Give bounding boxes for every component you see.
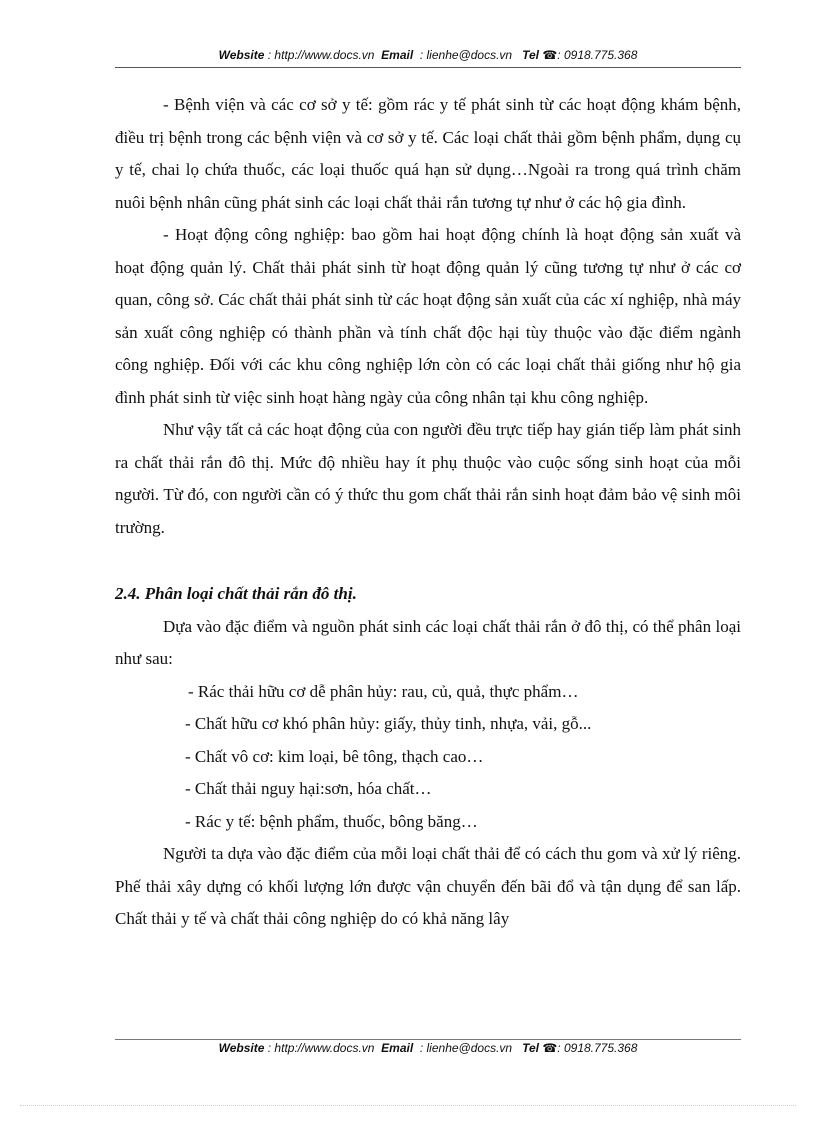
list-item: - Rác thải hữu cơ dễ phân hủy: rau, củ, quả, thực phẩm… xyxy=(188,681,579,701)
page-footer xyxy=(115,1041,741,1055)
tel-label: Tel xyxy=(522,48,539,62)
paragraph-summary: Như vậy tất cả các hoạt động của con người đều trực tiếp hay gián tiếp làm phát sinh ra chất thải rắn đô thị. Mức độ nhiều hay ít phụ thuộc vào cuộc sống sinh hoạt của mỗi người. Từ đó, con người cần có ý thức thu gom chất thải rắn sinh hoạt đảm bảo vệ sinh môi trường. xyxy=(115,420,741,537)
section-heading: 2.4. Phân loại chất thải rắn đô thị. xyxy=(115,584,357,603)
list-item: - Chất thải nguy hại:sơn, hóa chất… xyxy=(185,779,432,798)
footer-rule xyxy=(115,1039,741,1040)
list-item: - Chất hữu cơ khó phân hủy: giấy, thủy tinh, nhựa, vải, gỗ... xyxy=(185,714,592,733)
email-value: : lienhe@docs.vn xyxy=(419,48,513,62)
email-value: : lienhe@docs.vn xyxy=(419,1041,513,1055)
website-url: : http://www.docs.vn xyxy=(267,1041,375,1055)
page-content xyxy=(115,89,741,936)
website-label: Website xyxy=(218,48,265,62)
website-url: : http://www.docs.vn xyxy=(267,48,375,62)
tel-value: : 0918.775.368 xyxy=(557,1041,638,1055)
paragraph-hospitals: - Bệnh viện và các cơ sở y tế: gồm rác y tế phát sinh từ các hoạt động khám bệnh, điều trị bệnh trong các bệnh viện và cơ sở y tế. Các loại chất thải gồm bệnh phẩm, dụng cụ y tế, chai lọ chứa thuốc, các loại thuốc quá hạn sử dụng…Ngoài ra trong quá trình chăm nuôi bệnh nhân cũng phát sinh các loại chất thải rắn tương tự như ở các hộ gia đình. xyxy=(115,95,741,212)
list-item: - Chất vô cơ: kim loại, bê tông, thạch cao… xyxy=(185,746,484,766)
paragraph-classification-intro: Dựa vào đặc điểm và nguồn phát sinh các loại chất thải rắn ở đô thị, có thể phân loại như sau: xyxy=(115,616,741,668)
website-label: Website xyxy=(218,1041,265,1055)
paragraph-collection: Người ta dựa vào đặc điểm của mỗi loại chất thải để có cách thu gom và xử lý riêng. Phế thải xây dựng có khối lượng lớn được vận chuyển đến bãi đổ và tận dụng để san lấp. Chất thải y tế và chất thải công nghiệp do có khả năng lây xyxy=(115,844,741,928)
page-border-dots xyxy=(20,1105,796,1106)
page-header xyxy=(115,48,741,62)
phone-icon: ☎ xyxy=(542,1041,558,1055)
paragraph-industry: - Hoạt động công nghiệp: bao gồm hai hoạt động chính là hoạt động sản xuất và hoạt động quản lý. Chất thải phát sinh từ hoạt động quản lý cũng tương tự như ở các cơ quan, công sở. Các chất thải phát sinh từ các hoạt động sản xuất của các xí nghiệp, nhà máy sản xuất công nghiệp có thành phần và tính chất độc hại tùy thuộc vào đặc điểm ngành công nghiệp. Đối với các khu công nghiệp lớn còn có các loại chất thải giống như hộ gia đình phát sinh từ việc sinh hoạt hàng ngày của công nhân tại khu công nghiệp. xyxy=(115,225,741,407)
header-rule xyxy=(115,67,741,68)
tel-value: : 0918.775.368 xyxy=(557,48,638,62)
email-label: Email xyxy=(381,1041,414,1055)
list-item: - Rác y tế: bệnh phẩm, thuốc, bông băng… xyxy=(185,811,478,831)
phone-icon: ☎ xyxy=(542,48,558,62)
tel-label: Tel xyxy=(522,1041,539,1055)
email-label: Email xyxy=(381,48,414,62)
